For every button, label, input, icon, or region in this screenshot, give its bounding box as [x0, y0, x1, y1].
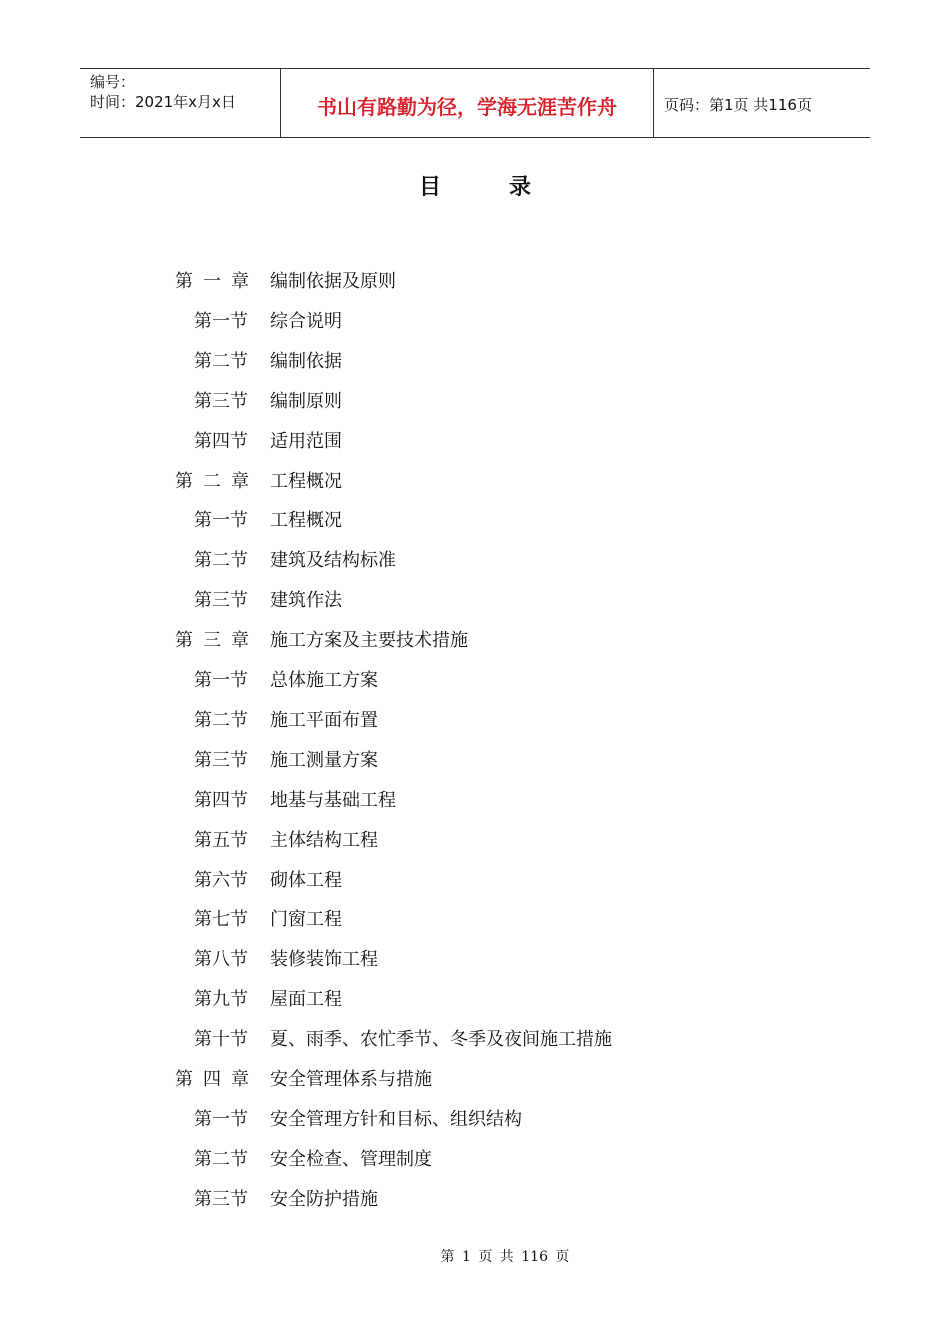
toc-section-entry [0, 940, 950, 980]
toc-section-entry [0, 422, 950, 462]
toc-section-entry [0, 980, 950, 1020]
toc-chapter-entry [0, 462, 950, 502]
toc-entry-title: 施工方案及主要技术措施 [270, 630, 468, 652]
toc-entry-title: 装修装饰工程 [270, 949, 378, 971]
toc-entry-label: 第一节 [194, 310, 248, 332]
toc-section-entry [0, 1140, 950, 1180]
toc-entry-title: 夏、雨季、农忙季节、冬季及夜间施工措施 [270, 1029, 612, 1051]
toc-entry-label: 第二章 [175, 470, 259, 492]
page-footer: 第 1 页 共 116 页 [440, 1249, 570, 1265]
toc-section-entry [0, 302, 950, 342]
toc-entry-title: 地基与基础工程 [270, 789, 396, 811]
toc-entry-label: 第一节 [194, 1108, 248, 1130]
toc-section-entry [0, 1180, 950, 1220]
toc-section-entry [0, 1020, 950, 1060]
toc-section-entry [0, 781, 950, 821]
toc-entry-title: 安全管理方针和目标、组织结构 [270, 1108, 522, 1130]
toc-entry-title: 总体施工方案 [270, 670, 378, 691]
toc-entry-label: 第二节 [194, 350, 248, 372]
toc-entry-label: 第二节 [194, 709, 248, 731]
toc-section-entry [0, 661, 950, 701]
header-motto: 书山有路勤为径，学海无涯苦作舟 [281, 69, 654, 137]
toc-chapter-entry [0, 1060, 950, 1100]
toc-section-entry [0, 900, 950, 940]
toc-entry-title: 编制依据 [270, 350, 342, 372]
toc-entry-title: 主体结构工程 [270, 829, 378, 851]
page-header [80, 68, 870, 138]
toc-entry-label: 第一节 [194, 670, 248, 691]
document-number: 编号： [90, 73, 136, 91]
toc-entry-title: 编制原则 [270, 390, 342, 412]
toc-entry-label: 第三节 [194, 590, 248, 612]
toc-entry-label: 第二节 [194, 550, 248, 572]
toc-entry-title: 编制依据及原则 [270, 271, 396, 292]
header-meta [80, 69, 281, 137]
toc-section-entry [0, 1100, 950, 1140]
toc-entry-title: 施工测量方案 [270, 749, 378, 771]
toc-entry-title: 建筑作法 [270, 590, 342, 612]
title-char-left: 目 [418, 175, 441, 200]
page-title [0, 170, 950, 201]
toc-entry-label: 第三章 [175, 630, 259, 652]
toc-section-entry [0, 501, 950, 541]
toc-chapter-entry [0, 621, 950, 661]
toc-section-entry [0, 382, 950, 422]
toc-entry-label: 第五节 [194, 829, 248, 851]
toc-entry-label: 第七节 [194, 909, 248, 931]
document-date: 时间：2021年x月x日 [90, 93, 236, 111]
toc-section-entry [0, 342, 950, 382]
toc-section-entry [0, 861, 950, 901]
toc-entry-title: 工程概况 [270, 510, 342, 532]
toc-entry-label: 第三节 [194, 749, 248, 771]
toc-entry-title: 屋面工程 [270, 989, 342, 1011]
toc-section-entry [0, 821, 950, 861]
toc-entry-label: 第三节 [194, 390, 248, 412]
toc-entry-label: 第六节 [194, 869, 248, 891]
toc-entry-title: 建筑及结构标准 [270, 550, 396, 572]
toc-section-entry [0, 741, 950, 781]
toc-entry-title: 施工平面布置 [270, 709, 378, 731]
toc-entry-label: 第十节 [194, 1029, 248, 1051]
toc-entry-title: 砌体工程 [270, 869, 342, 891]
toc-entry-label: 第四节 [194, 430, 248, 452]
toc-entry-title: 安全管理体系与措施 [270, 1069, 432, 1090]
toc-entry-title: 安全防护措施 [270, 1188, 378, 1210]
toc-entry-label: 第一节 [194, 510, 248, 532]
toc-entry-title: 工程概况 [270, 470, 342, 492]
toc-section-entry [0, 701, 950, 741]
toc-chapter-entry [0, 262, 950, 302]
toc-entry-label: 第一章 [175, 271, 259, 292]
title-char-right: 录 [509, 175, 532, 200]
toc-entry-label: 第九节 [194, 989, 248, 1011]
toc-entry-label: 第四节 [194, 789, 248, 811]
toc-entry-title: 门窗工程 [270, 909, 342, 931]
toc-entry-label: 第二节 [194, 1148, 248, 1170]
toc-entry-label: 第四章 [175, 1069, 259, 1090]
toc-section-entry [0, 581, 950, 621]
toc-section-entry [0, 541, 950, 581]
toc-entry-label: 第八节 [194, 949, 248, 971]
toc-entry-title: 安全检查、管理制度 [270, 1148, 432, 1170]
toc-entry-label: 第三节 [194, 1188, 248, 1210]
toc-entry-title: 综合说明 [270, 310, 342, 332]
toc-entry-title: 适用范围 [270, 430, 342, 452]
header-page-info: 页码：第1页 共116页 [664, 95, 812, 114]
